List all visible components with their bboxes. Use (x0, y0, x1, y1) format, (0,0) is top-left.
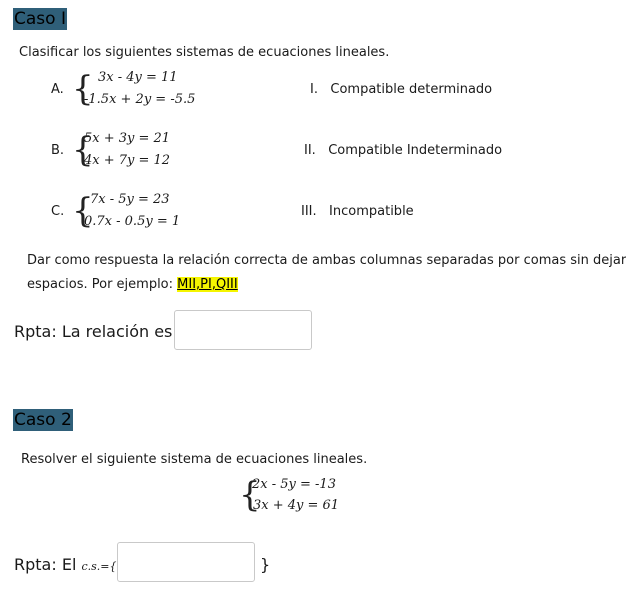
caso2-eq1: 2x - 5y = -13 (252, 477, 336, 492)
caso2-rpta-label: Rpta: El (14, 555, 82, 574)
caso1-answer-input[interactable] (174, 310, 312, 350)
answer-instruction-line1: Dar como respuesta la relación correcta de ambas columnas separadas por comas sin dejar (27, 253, 626, 268)
answer-instruction (27, 249, 626, 297)
option-ii (304, 143, 502, 158)
system-a-eq2: -1.5x + 2y = -5.5 (84, 92, 196, 107)
option-i (310, 82, 492, 97)
system-c-letter: C. (51, 204, 65, 219)
answer-instruction-line2-row (27, 273, 557, 297)
caso2-heading (13, 409, 73, 431)
option-iii-label: Incompatible (329, 204, 414, 219)
caso1-instruction: Clasificar los siguientes sistemas de ecuaciones lineales. (19, 45, 390, 60)
cs-label: c.s.={ (81, 560, 117, 573)
system-a-brace: { (72, 69, 94, 109)
system-b-letter: B. (51, 143, 65, 158)
option-ii-label: Compatible Indeterminado (328, 143, 503, 158)
option-i-numeral: I. (310, 82, 318, 97)
caso2-instruction: Resolver el siguiente sistema de ecuaciones lineales. (21, 452, 368, 467)
answer-instruction-line2: espacios. Por ejemplo: (27, 277, 178, 292)
option-iii-numeral: III. (301, 204, 317, 219)
system-a-eq1: 3x - 4y = 11 (98, 70, 178, 85)
option-ii-numeral: II. (304, 143, 316, 158)
caso2-eq2: 3x + 4y = 61 (253, 498, 340, 513)
system-b-brace: { (72, 130, 94, 170)
cs-close-brace: } (260, 555, 271, 574)
caso1-heading (13, 8, 67, 30)
system-b-eq1: 5x + 3y = 21 (84, 131, 171, 146)
system-c-brace: { (72, 191, 94, 231)
option-i-label: Compatible determinado (330, 82, 493, 97)
system-c-eq1: 7x - 5y = 23 (90, 192, 170, 207)
caso1-rpta-label: Rpta: La relación es (14, 322, 173, 341)
caso2-answer-input[interactable] (117, 542, 255, 582)
system-c-eq2: 0.7x - 0.5y = 1 (84, 214, 181, 229)
caso2-rpta-row (14, 555, 116, 574)
caso2-brace: { (239, 475, 261, 515)
option-iii (301, 204, 414, 219)
system-b-eq2: 4x + 7y = 12 (84, 153, 171, 168)
caso2-title: Caso 2 (14, 410, 72, 430)
example-highlight: MII,PI,QIII (177, 277, 238, 292)
caso1-title: Caso I (14, 9, 66, 29)
system-a-letter: A. (51, 82, 64, 97)
